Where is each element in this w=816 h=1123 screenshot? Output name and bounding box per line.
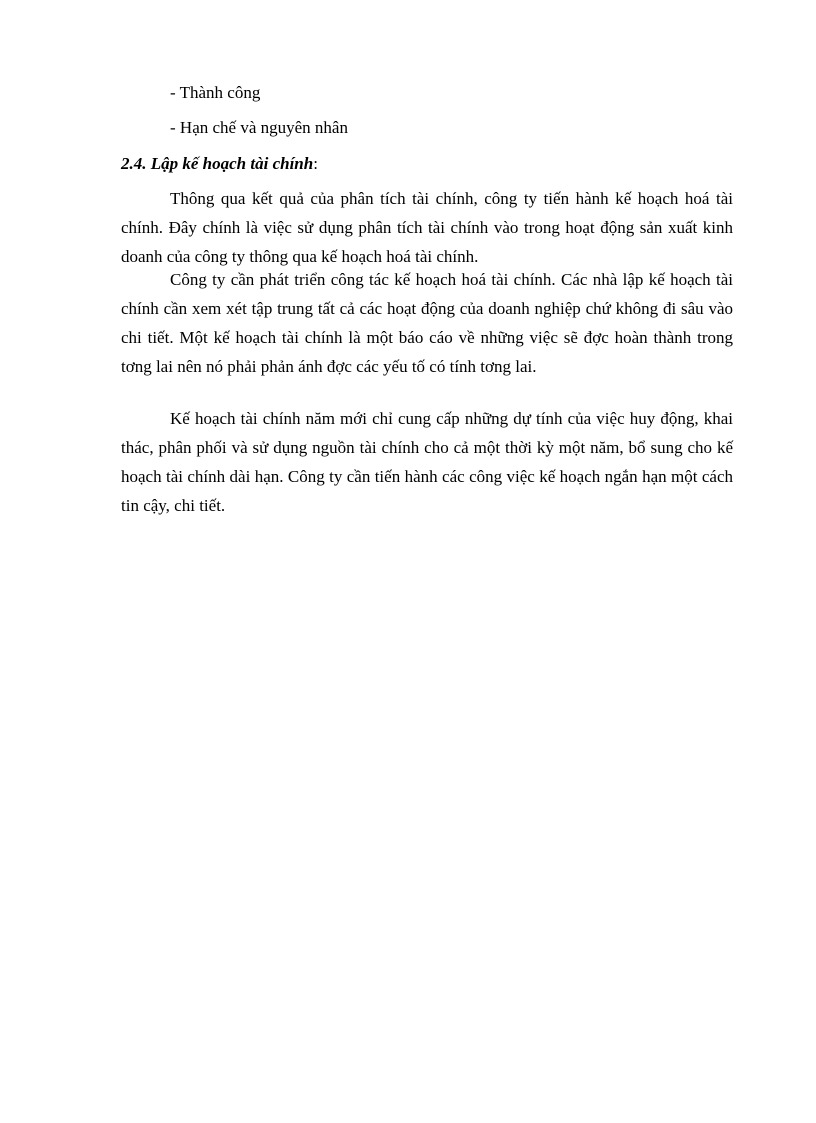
bullet-success: - Thành công xyxy=(170,83,261,102)
section-title: 2.4. Lập kế hoạch tài chính xyxy=(121,154,314,173)
section-title-suffix: : xyxy=(313,154,318,173)
section-heading xyxy=(121,154,318,174)
paragraph-2: Công ty cần phát triển công tác kế hoạch hoá tài chính. Các nhà lập kế hoạch tài chính cần xem xét tập trung tất cả các hoạt động của doanh nghiệp chứ không đi sâu vào chi tiết. Một kế hoạch tài chính là một báo cáo về những việc sẽ đợc hoàn thành trong tơng lai nên nó phải phản ánh đợc các yếu tố có tính tơng lai. xyxy=(121,270,733,376)
paragraph-3: Kế hoạch tài chính năm mới chỉ cung cấp những dự tính của việc huy động, khai thác, phân phối và sử dụng nguồn tài chính cho cả một thời kỳ một năm, bổ sung cho kế hoạch tài chính dài hạn. Công ty cần tiến hành các công việc kế hoạch ngắn hạn một cách tin cậy, chi tiết. xyxy=(121,409,733,515)
paragraph-1: Thông qua kết quả của phân tích tài chính, công ty tiến hành kế hoạch hoá tài chính. Đây chính là việc sử dụng phân tích tài chính vào trong hoạt động sản xuất kinh doanh của công ty thông qua kế hoạch hoá tài chính. xyxy=(121,189,733,266)
bullet-limitations: - Hạn chế và nguyên nhân xyxy=(170,118,348,137)
